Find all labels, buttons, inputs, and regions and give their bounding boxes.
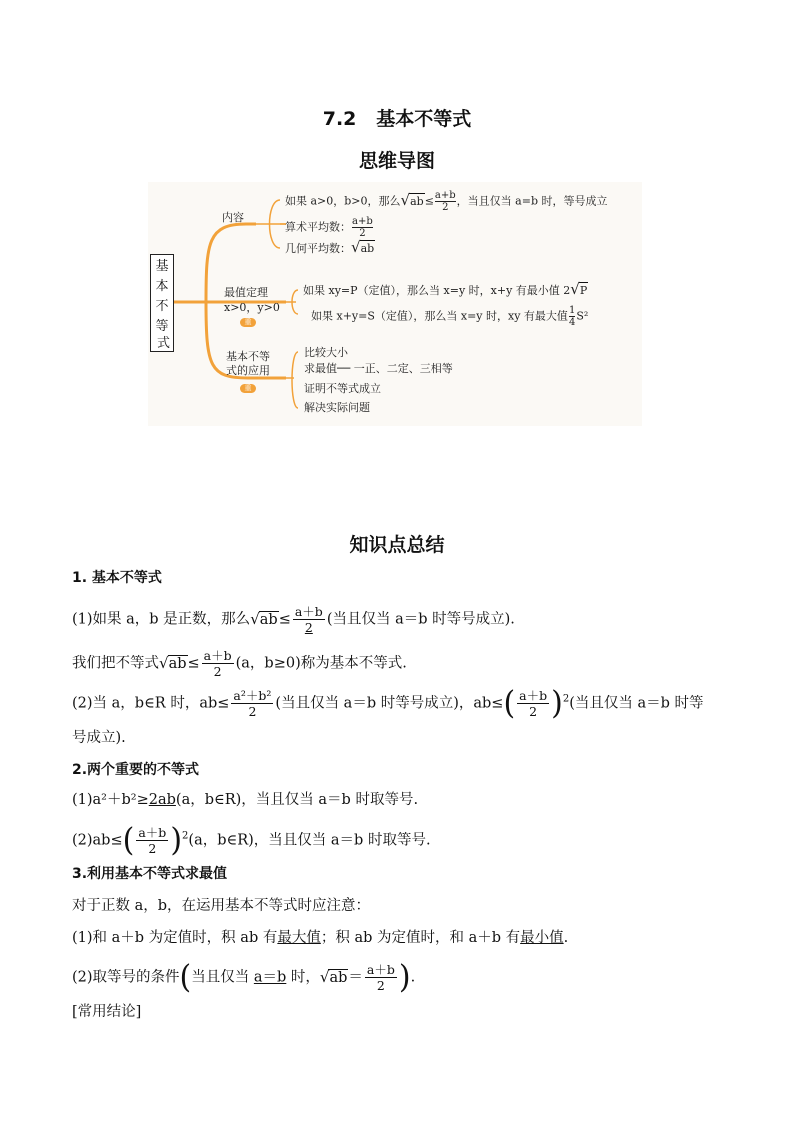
cond-fraction	[435, 190, 456, 213]
section-name: 基本不等式	[376, 108, 472, 130]
key-badge: 重	[240, 318, 256, 327]
branch-content-label: 内容	[222, 211, 244, 224]
fraction-numerator: a+b	[434, 190, 456, 201]
fraction-numerator: a＋b	[519, 688, 548, 703]
extreme-line-1: 如果 xy=P（定值），那么当 x=y 时，x+y 有最小值 2√P	[303, 280, 588, 298]
text: 我们把不等式	[72, 655, 159, 672]
cond-sqrt: ab	[410, 194, 424, 208]
fraction	[202, 648, 234, 679]
text: ；积 ab 为定值时，和 a＋b 有	[320, 930, 521, 946]
s1-paragraph-3-cont: 号成立).	[72, 730, 126, 746]
fraction-numerator: a＋b	[366, 962, 395, 977]
root-char: 等	[155, 319, 169, 334]
root-char: 基	[155, 259, 169, 274]
sqrt-term: ab	[259, 611, 278, 628]
section-3-heading: 3.利用基本不等式求最值	[72, 866, 228, 882]
text: (2)取等号的条件	[72, 969, 180, 986]
branch-extreme-cond: x>0，y>0	[224, 301, 280, 314]
extreme-line-1-text: 如果 xy=P（定值），那么当 x=y 时，x+y 有最小值 2	[303, 284, 571, 297]
fraction-denominator: 2	[359, 228, 366, 239]
text: 当且仅当	[191, 969, 250, 986]
text: (1)a²＋b²≥	[72, 792, 149, 808]
fraction-denominator: 2	[376, 978, 385, 993]
fraction-denominator: 2	[213, 664, 222, 679]
text: (当且仅当 a＝b 时等号成立)，ab≤	[275, 695, 504, 712]
fraction	[136, 825, 168, 856]
summary-title: 知识点总结	[349, 534, 445, 556]
root-char: 式	[157, 336, 171, 351]
underlined-answer: 最小值	[520, 930, 564, 946]
fraction-numerator: a＋b	[138, 825, 167, 840]
root-char: 不	[155, 299, 169, 314]
application-item: 比较大小	[304, 346, 348, 359]
le-sign: ≤	[278, 611, 291, 628]
fraction-numerator: 1	[568, 305, 576, 316]
extreme-fraction	[569, 305, 575, 328]
s1-paragraph-2: 我们把不等式√ab≤ $\frac{a+b}{2}$ (a，b≥0)称为基本不等式.	[72, 648, 407, 679]
content-item-condition: 如果 a>0，b>0，那么√ab≤ $\frac{a+b}{2}$ ，当且仅当 a=b 时，等号成立	[285, 190, 608, 213]
branch-application-label-2: 式的应用	[226, 364, 270, 377]
fraction-denominator: 2	[304, 620, 313, 635]
fraction-numerator: a²＋b²	[233, 688, 272, 703]
am-fraction	[352, 216, 373, 239]
le-sign: ≤	[187, 655, 200, 672]
fraction-denominator: 2	[148, 841, 157, 856]
branch-application-label-1: 基本不等	[226, 350, 270, 363]
text: (1)如果 a，b 是正数，那么	[72, 611, 251, 628]
text: .	[563, 930, 569, 946]
text: (a，b∈R)，当且仅当 a＝b 时取等号.	[175, 792, 419, 808]
gm-label: 几何平均数：	[285, 242, 351, 255]
text: (a，b≥0)称为基本不等式.	[235, 655, 407, 672]
s1-paragraph-1: (1)如果 a，b 是正数，那么√ab≤ $\frac{a+b}{2}$ (当且仅当 a＝b 时等号成立).	[72, 604, 515, 635]
underlined-answer: 2ab	[148, 792, 176, 808]
minmax-note: 一正、二定、三相等	[353, 362, 453, 375]
content-item-am	[285, 216, 374, 239]
text: (当且仅当 a＝b 时等号成立).	[326, 611, 515, 628]
fraction-denominator: 2	[442, 202, 449, 213]
mind-map	[148, 182, 642, 426]
extreme-line-1-sqrt: P	[579, 284, 588, 297]
text: (2)ab≤	[72, 832, 123, 849]
fraction-denominator: 2	[248, 704, 257, 719]
s1-paragraph-3: (2)当 a，b∈R 时，ab≤ $\frac{\text{a²＋b²}}{2}$ (当且仅当 a＝b 时等号成立)，ab≤( $\frac{a+b}{2}$ )$^2$(当且仅当 a＝b 时等	[72, 684, 704, 722]
s3-line-2: (2)取等号的条件(当且仅当 a＝b 时，√ab＝ $\frac{a+b}{2}$ ).	[72, 958, 416, 996]
common-conclusions: [常用结论]	[72, 1004, 142, 1020]
text: (1)和 a＋b 为定值时，积 ab 有	[72, 930, 278, 946]
application-item: 解决实际问题	[304, 401, 370, 414]
text: (2)当 a，b∈R 时，ab≤	[72, 695, 230, 712]
application-item: 求最值── 一正、二定、三相等	[304, 362, 453, 375]
application-item: 证明不等式成立	[304, 382, 381, 395]
text: 时，	[290, 969, 320, 986]
sqrt-term: ab	[168, 655, 187, 672]
fraction	[517, 688, 549, 719]
root-char: 本	[155, 279, 169, 294]
branch-extreme-label: 最值定理	[224, 286, 268, 299]
extreme-line-2	[311, 305, 588, 328]
mindmap-title: 思维导图	[358, 150, 435, 172]
fraction	[365, 962, 397, 993]
section-title	[0, 104, 794, 131]
key-badge: 重	[240, 384, 256, 393]
fraction	[293, 604, 325, 635]
am-label: 算术平均数：	[285, 220, 351, 234]
s2-line-2: (2)ab≤( $\frac{a+b}{2}$ )$^2$(a，b∈R)，当且仅当 a＝b 时取等号.	[72, 821, 431, 859]
s2-line-1	[72, 790, 418, 810]
section-number: 7.2	[322, 108, 357, 130]
extreme-line-2-text: 如果 x+y=S（定值），那么当 x=y 时，xy 有最大值	[311, 309, 568, 323]
text: .	[410, 969, 416, 986]
text: (a，b∈R)，当且仅当 a＝b 时取等号.	[188, 832, 431, 849]
s3-line-1	[72, 928, 568, 948]
text: (当且仅当 a＝b 时等	[569, 695, 704, 712]
underlined-answer: 最大值	[277, 930, 321, 946]
content-item-gm: 几何平均数：√ab	[285, 238, 375, 256]
cond-tail: ，当且仅当 a=b 时，等号成立	[456, 194, 608, 208]
fraction-numerator: a+b	[352, 216, 373, 227]
section-2-heading: 2.两个重要的不等式	[72, 762, 200, 778]
fraction-denominator: 4	[568, 317, 576, 328]
sqrt-term: ab	[329, 969, 348, 986]
s3-intro: 对于正数 a，b，在运用基本不等式时应注意：	[72, 898, 371, 914]
fraction-denominator: 2	[529, 704, 538, 719]
fraction-numerator: a＋b	[294, 604, 323, 619]
eq-sign: ＝	[348, 969, 363, 986]
section-1-heading: 1. 基本不等式	[72, 570, 162, 586]
application-item-text: 求最值	[304, 362, 337, 375]
extreme-line-2-tail: S²	[576, 309, 589, 323]
gm-sqrt: ab	[360, 242, 375, 255]
underlined-answer: a＝b	[253, 969, 287, 986]
cond-le: ≤	[424, 194, 434, 208]
fraction	[231, 688, 273, 719]
fraction-numerator: a＋b	[203, 648, 232, 663]
cond-text: 如果 a>0，b>0，那么	[285, 194, 401, 208]
